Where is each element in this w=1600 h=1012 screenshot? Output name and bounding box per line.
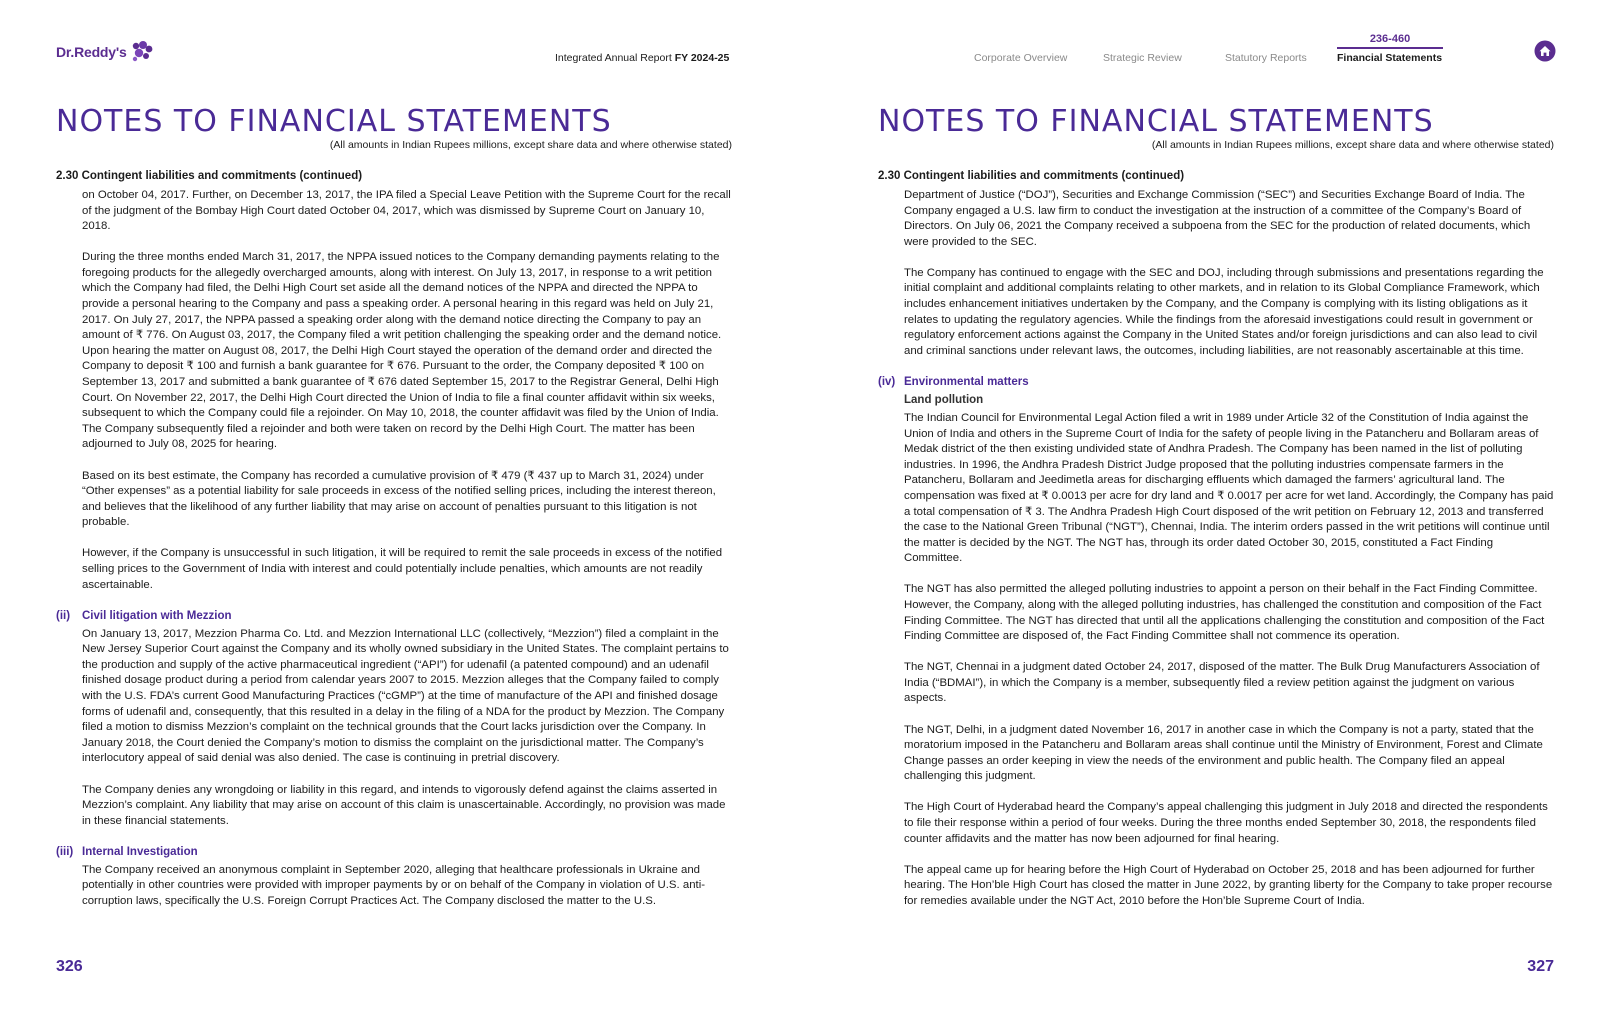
amounts-note: (All amounts in Indian Rupees millions, except share data and where otherwise stated) — [329, 139, 732, 151]
subsection-heading-iii — [56, 845, 732, 860]
page-number: 327 — [1527, 958, 1554, 975]
body-text — [878, 188, 1554, 925]
section-heading: 2.30 Contingent liabilities and commitments (continued) — [56, 170, 363, 182]
subsection-title: Environmental matters — [904, 375, 1029, 388]
paragraph: The NGT, Delhi, in a judgment dated November 16, 2017 in another case in which the Company is not a party, stated that the moratorium imposed in the Patancheru and Bollaram areas shall continue until the Ministry of Environment, Forest and Climate Change passes an order keeping in view the needs of the environment and public health. The Company filed an appeal challenging this judgment. — [904, 723, 1543, 783]
company-logo[interactable] — [56, 40, 155, 64]
subsection-heading-ii — [56, 609, 732, 624]
page-title: NOTES TO FINANCIAL STATEMENTS — [56, 104, 612, 139]
nav-page-range: 236-460 — [1369, 33, 1411, 45]
nav-active-underline — [1337, 47, 1443, 49]
paragraph: The High Court of Hyderabad heard the Company’s appeal challenging this judgment in July 2018 and directed the respondents to file their response within a period of four weeks. During the three months ended September 30, 2018, the respondents filed counter affidavits and the matter has now been adjourned for final hearing. — [904, 801, 1548, 845]
body-text — [56, 188, 732, 925]
nav-financial-statements[interactable]: Financial Statements — [1337, 52, 1443, 64]
land-pollution-heading: Land pollution — [904, 393, 984, 406]
subsection-title: Civil litigation with Mezzion — [82, 609, 232, 622]
paragraph: Based on its best estimate, the Company has recorded a cumulative provision of ₹ 479 (₹ 437 up to March 31, 2024) under “Other expenses” as a potential liability for sale proceeds in excess of the notified selling prices, including the interest thereon, and believes that the likelihood of any further liability that may arise on account of penalties pursuant to this litigation is not probable. — [82, 469, 716, 529]
subsection-number: (iii) — [56, 845, 74, 858]
subsection-title: Internal Investigation — [82, 845, 198, 858]
amounts-note: (All amounts in Indian Rupees millions, except share data and where otherwise stated) — [1151, 139, 1554, 151]
paragraph: The Company has continued to engage with the SEC and DOJ, including through submissions and presentations regarding the initial complaint and additional complaints relating to other markets, and in relation to its Global Compliance Framework, which includes enhancement initiatives undertaken by the Company, and the Company is complying with its listing obligations as it relates to updating the regulatory agencies. While the findings from the aforesaid investigations could result in government or regulatory enforcement actions against the Company in the United States and/or foreign jurisdictions and can also lead to civil and criminal sanctions under relevant laws, the outcomes, including liabilities, are not reasonably ascertainable at this time. — [904, 266, 1544, 357]
paragraph: The Company denies any wrongdoing or liability in this regard, and intends to vigorously defend against the claims asserted in Mezzion’s complaint. Any liability that may arise on account of this claim is unascertainable. Accordingly, no provision was made in these financial statements. — [82, 783, 726, 827]
subsection-number: (ii) — [56, 609, 71, 622]
logo-mark-icon — [129, 40, 155, 64]
section-heading: 2.30 Contingent liabilities and commitments (continued) — [878, 170, 1185, 182]
nav-strategic-review[interactable]: Strategic Review — [1103, 52, 1182, 64]
subsection-heading-iv — [878, 375, 1554, 390]
page-title: NOTES TO FINANCIAL STATEMENTS — [878, 104, 1434, 139]
report-title-year: FY 2024-25 — [674, 52, 730, 64]
paragraph: The NGT has also permitted the alleged polluting industries to appoint a person on their behalf in the Fact Finding Committee. However, the Company, along with the alleged polluting industries, has challenged the constitution and composition of the Fact Finding Committee. The NGT has directed that until all the applications challenging the constitution and composition of the Fact Finding Committee are disposed of, the Fact Finding Committee shall not commence its operation. — [904, 583, 1545, 643]
paragraph: on October 04, 2017. Further, on December 13, 2017, the IPA filed a Special Leave Petition with the Supreme Court for the recall of the judgment of the Bombay High Court dated October 04, 2017, which was dismissed by Supreme Court on January 10, 2018. — [82, 189, 731, 233]
home-icon[interactable] — [1534, 40, 1556, 62]
paragraph: The NGT, Chennai in a judgment dated October 24, 2017, disposed of the matter. The Bulk Drug Manufacturers Association of India (“BDMAI”), in which the Company is a member, subsequently filed a review petition against the judgment on various aspects. — [904, 661, 1540, 705]
paragraph: However, if the Company is unsuccessful in such litigation, it will be required to remit the sale proceeds in excess of the notified selling prices to the Government of India with interest and could potentially include penalties, which amounts are not readily ascertainable. — [82, 547, 723, 591]
paragraph: Department of Justice (“DOJ”), Securities and Exchange Commission (“SEC”) and Securities Exchange Board of India. The Company engaged a U.S. law firm to conduct the investigation at the instruction of a committee of the Company’s Board of Directors. On July 06, 2021 the Company received a subpoena from the SEC for the production of related documents, which were provided to the SEC. — [904, 189, 1531, 248]
paragraph: During the three months ended March 31, 2017, the NPPA issued notices to the Company demanding payments relating to the foregoing products for the allegedly overcharged amounts, along with interest. On July 13, 2017, in response to a writ petition which the Company had filed, the Delhi High Court set aside all the demand notices of the NPPA and directed the NPPA to provide a personal hearing to the Company and pass a speaking order. A personal hearing in this regard was held on July 21, 2017. On July 27, 2017, the NPPA passed a speaking order along with the demand notice directing the Company to pay an amount of ₹ 776. On August 03, 2017, the Company filed a writ petition challenging the speaking order and the demand notice. Upon hearing the matter on August 08, 2017, the Delhi High Court stayed the operation of the demand order and directed the Company to deposit ₹ 100 and furnish a bank guarantee for ₹ 676. Pursuant to the order, the Company deposited ₹ 100 on September 13, 2017 and submitted a bank guarantee of ₹ 676 dated September 15, 2017 to the Registrar General, Delhi High Court. On November 22, 2017, the Delhi High Court directed the Union of India to file a final counter affidavit within six weeks, subsequent to which the Company could file a rejoinder. On May 10, 2018, the counter affidavit was filed by the Union of India. The Company subsequently filed a rejoinder and both were taken on record by the Delhi High Court. The matter has been adjourned to July 08, 2025 for hearing. — [82, 251, 722, 451]
paragraph: The appeal came up for hearing before the High Court of Hyderabad on October 25, 2018 and has been adjourned for further hearing. The Hon’ble High Court has closed the matter in June 2022, by granting liberty for the Company to take proper recourse for remedies available under the NGT Act, 2010 before the Hon’ble Supreme Court of India. — [904, 863, 1553, 907]
page-number: 326 — [56, 958, 83, 975]
paragraph: On January 13, 2017, Mezzion Pharma Co. Ltd. and Mezzion International LLC (collectively, “Mezzion”) filed a complaint in the New Jersey Superior Court against the Company and its wholly owned subsidiary in the United States. The complaint pertains to the production and supply of the active pharmaceutical ingredient (“API”) for udenafil (a patented compound) and an udenafil finished dosage product during a period from calendar years 2007 to 2015. Mezzion alleges that the Company failed to comply with the U.S. FDA’s current Good Manufacturing Practices (“cGMP”) at the time of manufacture of the API and finished dosage forms of udenafil and, consequently, that this resulted in a delay in the filing of a NDA for the product by Mezzion. The Company filed a motion to dismiss Mezzion’s complaint on the technical grounds that the Court lacks jurisdiction over the Company. In January 2018, the Court denied the Company’s motion to dismiss the complaint on the jurisdictional matter. The Company’s interlocutory appeal of said denial was also denied. The case is continuing in pretrial discovery. — [82, 627, 729, 765]
nav-corporate-overview[interactable]: Corporate Overview — [974, 52, 1068, 64]
paragraph: The Indian Council for Environmental Legal Action filed a writ in 1989 under Article 32 of the Constitution of India against the Union of India and others in the Supreme Court of India for the safety of people living in the Patancheru and Bollaram areas of Medak district of the then existing undivided state of Andhra Pradesh. The Company has been named in the list of polluting industries. In 1996, the Andhra Pradesh District Judge proposed that the polluting industries compensate farmers in the Patancheru, Bollaram and Jeedimetla areas for discharging effluents which damaged the farmers’ agricultural land. The compensation was fixed at ₹ 0.0013 per acre for dry land and ₹ 0.0017 per acre for wet land. Accordingly, the Company has paid a total compensation of ₹ 3. The Andhra Pradesh High Court disposed of the writ petition on February 12, 2013 and transferred the case to the National Green Tribunal (“NGT”), Chennai, India. The interim orders passed in the writ petitions will continue until the matter is decided by the NGT. The NGT has, through its order dated October 30, 2015, constituted a Fact Finding Committee. — [904, 411, 1554, 565]
subsection-number: (iv) — [878, 375, 896, 388]
report-title-prefix: Integrated Annual Report — [555, 52, 672, 64]
report-title — [555, 52, 729, 64]
nav-statutory-reports[interactable]: Statutory Reports — [1225, 52, 1307, 64]
logo-text: Dr.Reddy's — [56, 44, 127, 60]
paragraph: The Company received an anonymous complaint in September 2020, alleging that healthcare professionals in Ukraine and potentially in other countries were provided with improper payments by or on behalf of the Company in violation of U.S. anti-corruption laws, specifically the U.S. Foreign Corrupt Practices Act. The Company disclosed the matter to the U.S. — [82, 863, 706, 907]
